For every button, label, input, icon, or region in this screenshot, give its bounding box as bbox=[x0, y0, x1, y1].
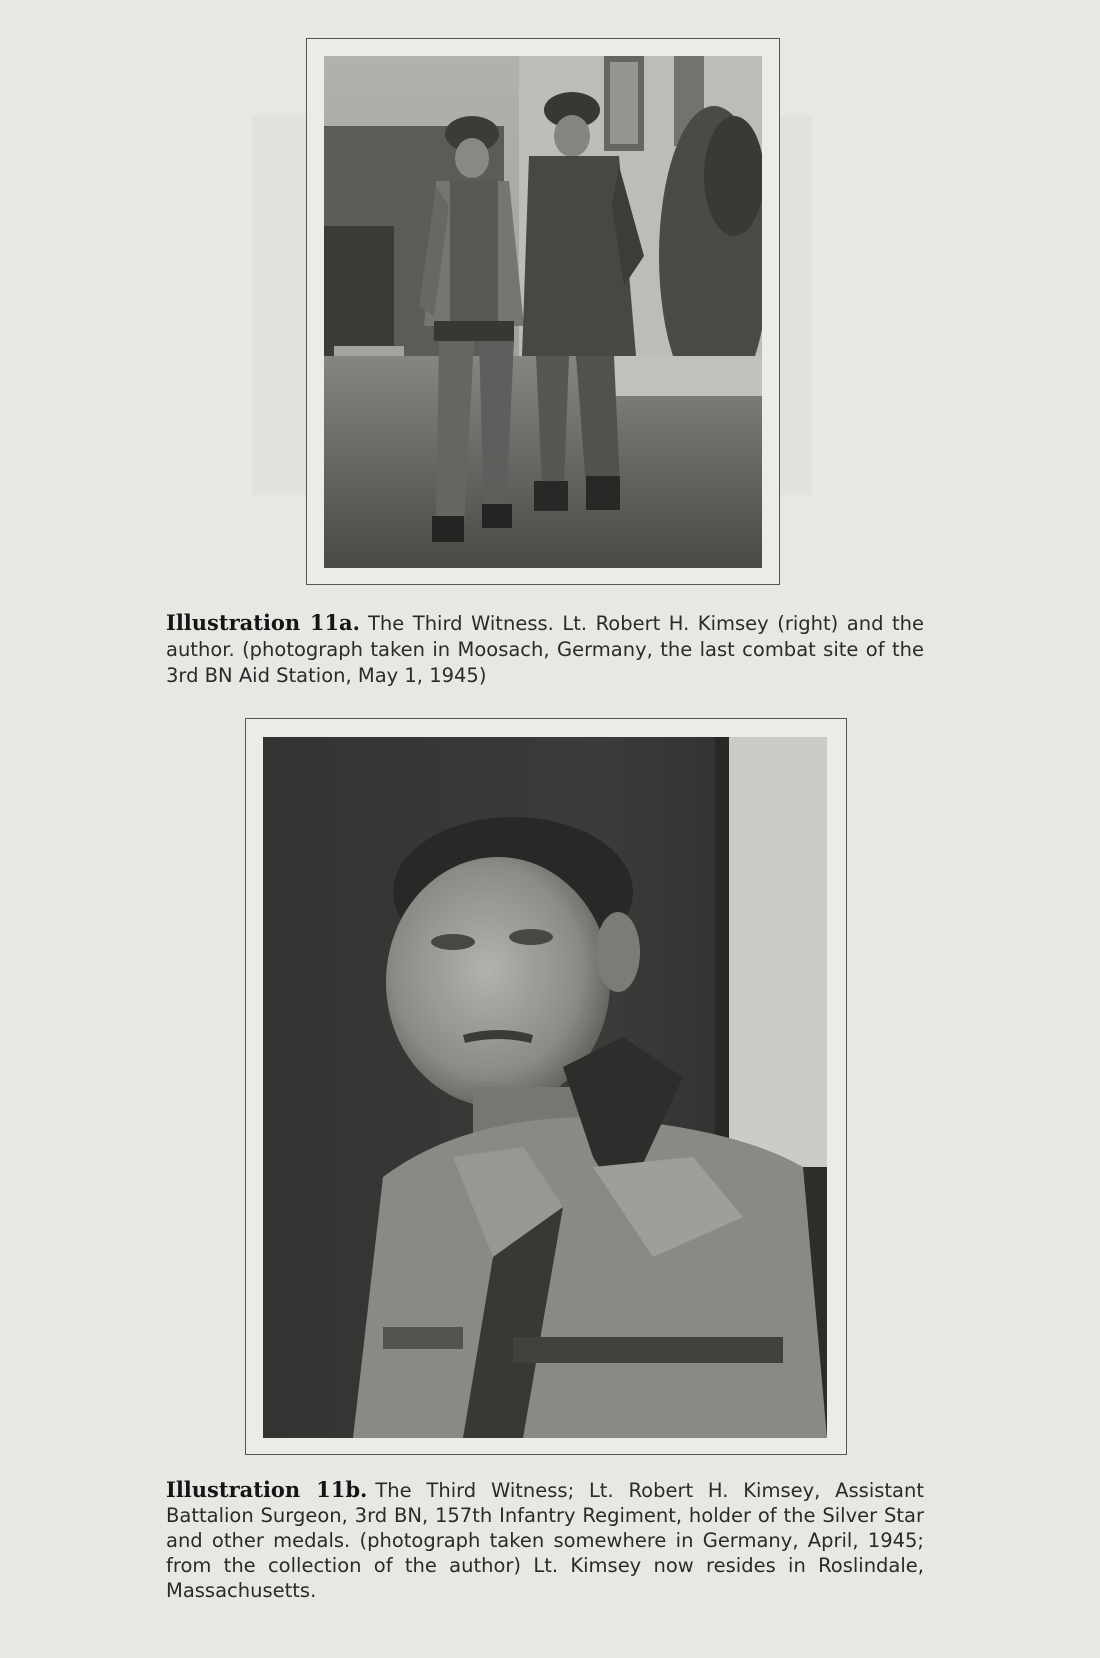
figure-11a-photo bbox=[324, 56, 762, 568]
photo-portrait-soldier-icon bbox=[263, 737, 827, 1438]
figure-11a-label: Illustration 11a. bbox=[166, 610, 360, 635]
photo-two-soldiers-icon bbox=[324, 56, 762, 568]
figure-11b-label: Illustration 11b. bbox=[166, 1477, 368, 1502]
figure-11a-caption bbox=[166, 610, 924, 689]
figure-11a-text: The Third Witness. Lt. Robert H. Kimsey (right) and the author. (photograph taken in Moosach, Germany, the last combat site of the 3rd BN Aid Station, May 1, 1945) bbox=[166, 612, 924, 687]
figure-11b-photo bbox=[263, 737, 827, 1438]
figure-11b-text: The Third Witness; Lt. Robert H. Kimsey, Assistant Battalion Surgeon, 3rd BN, 157th Infantry Regiment, holder of the Silver Star and other medals. (photograph taken somewhere in Germany, April, 1945; from the collection of the author) Lt. Kimsey now resides in Roslindale, Massachusetts. bbox=[166, 1479, 924, 1602]
figure-11b-caption bbox=[166, 1477, 924, 1603]
